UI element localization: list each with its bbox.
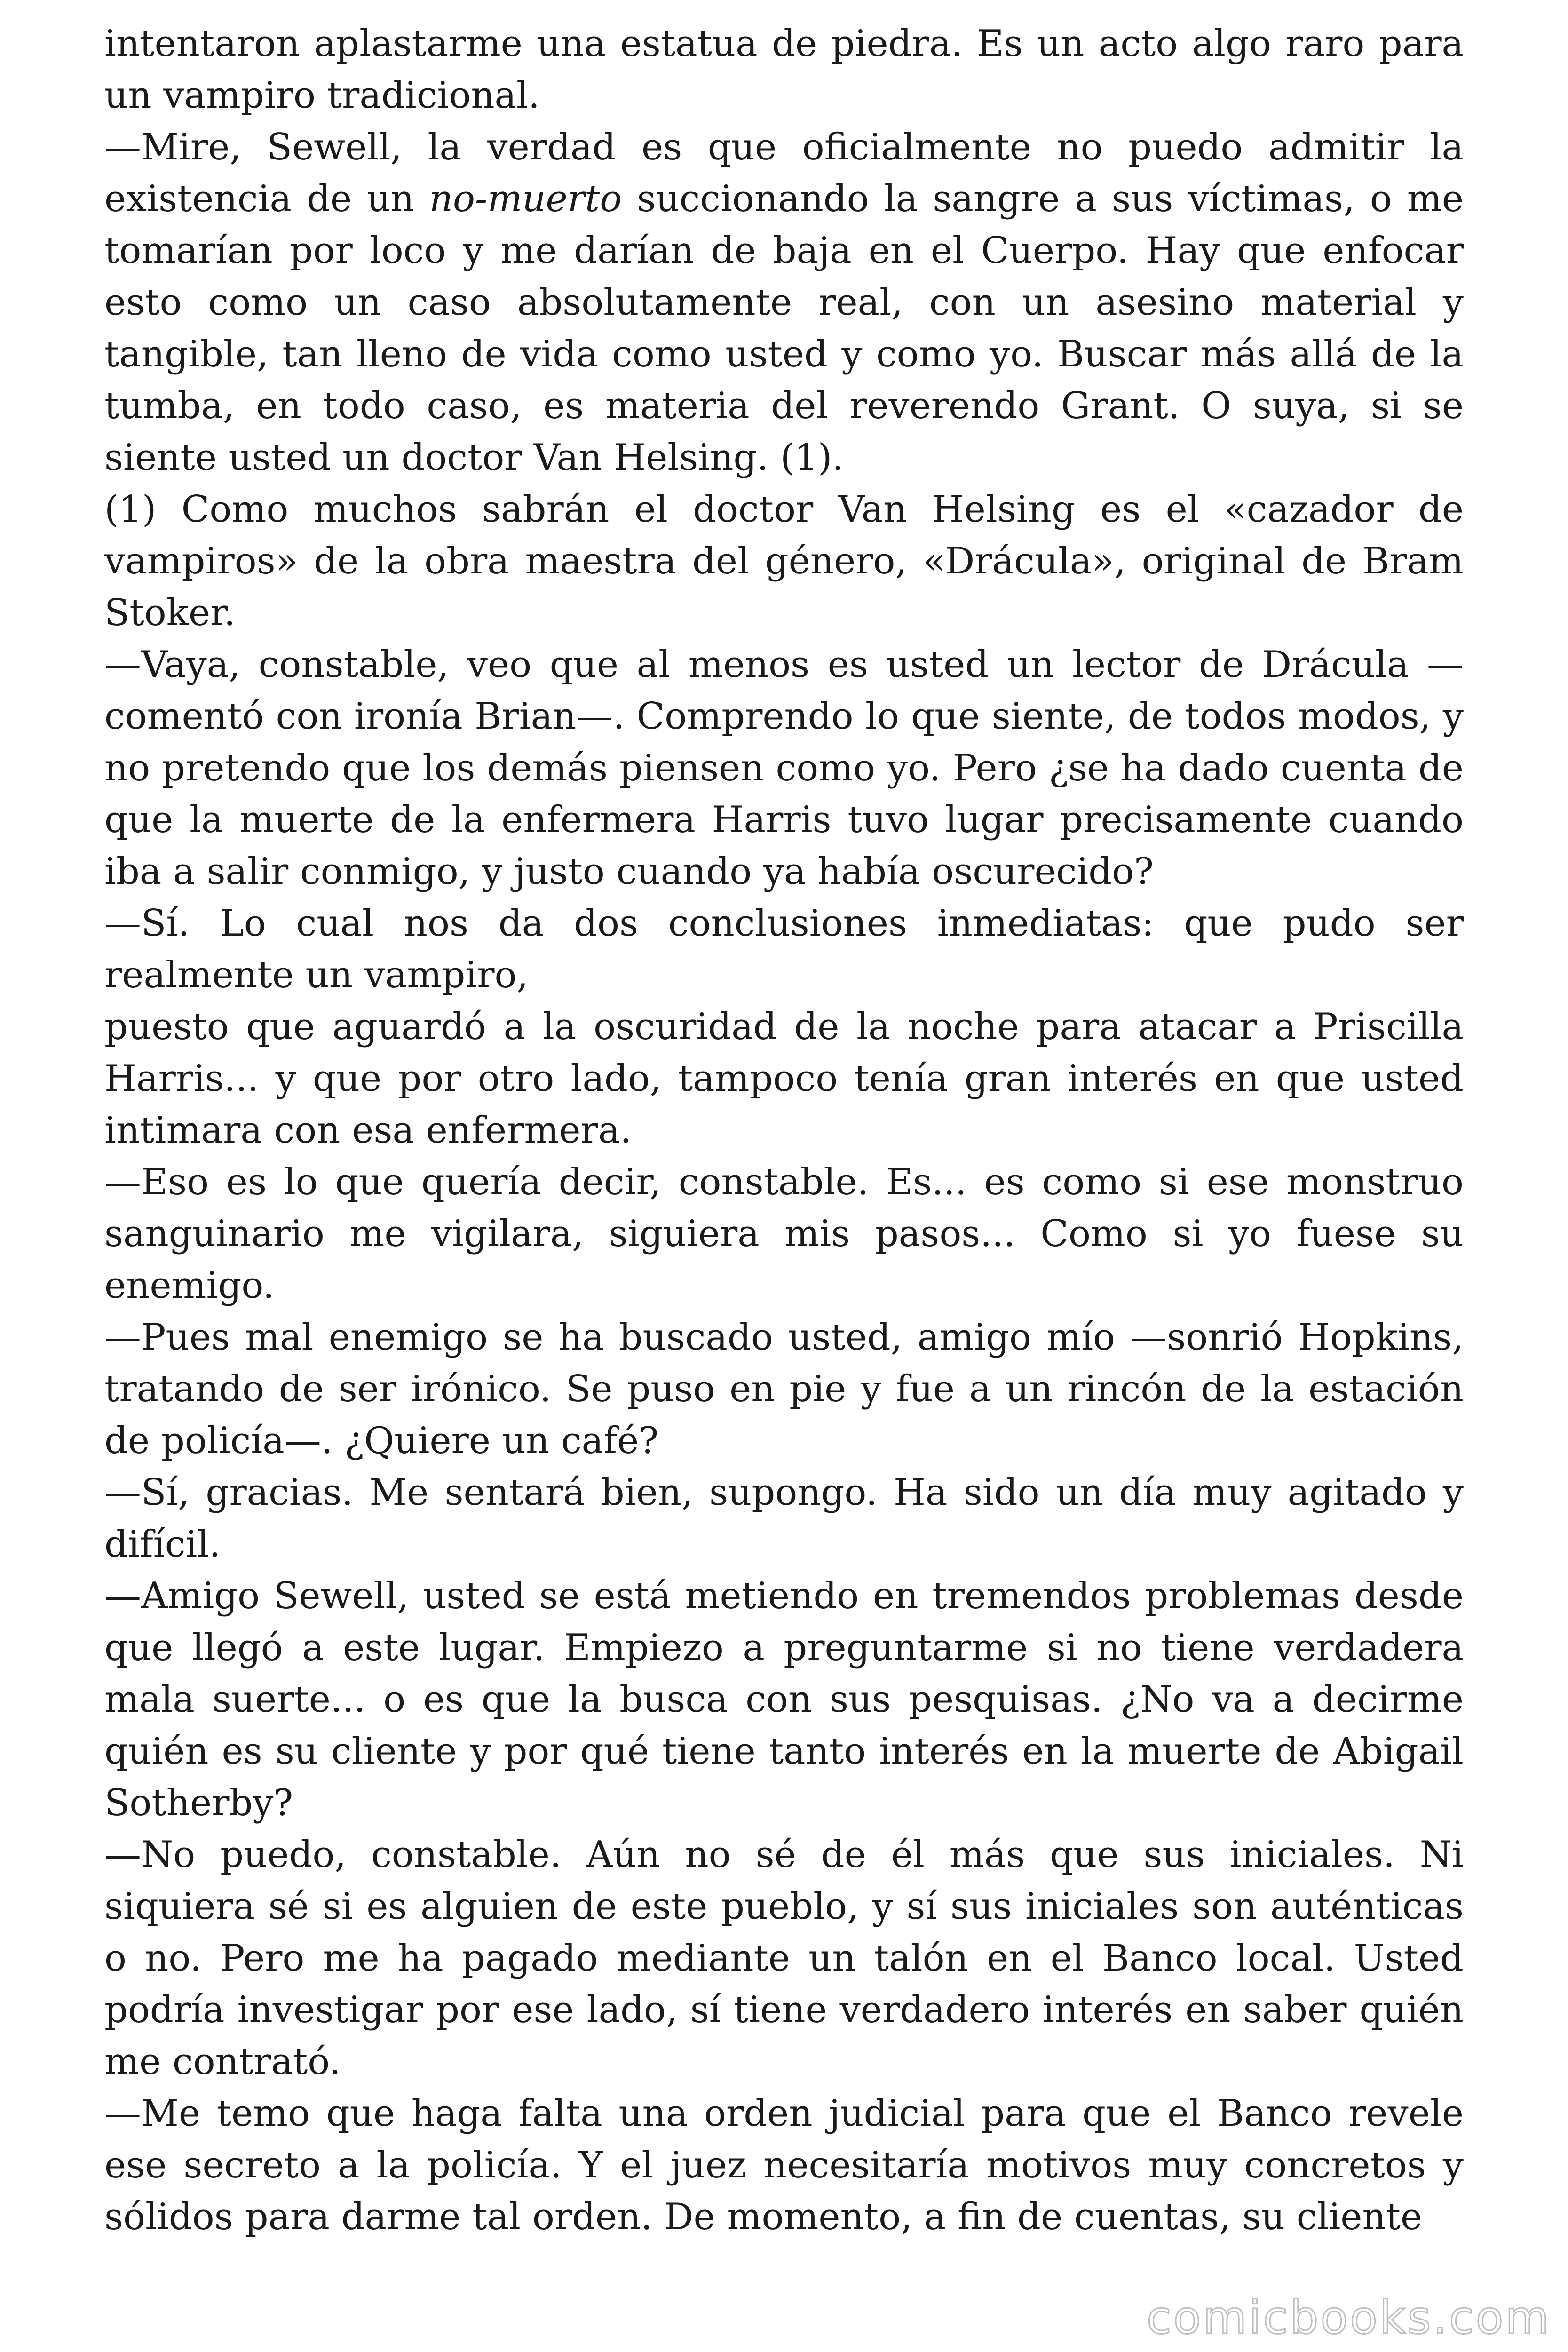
paragraph-text-start: —Mire, Sewell, la verdad es que oficialmente no puedo admitir la existencia de un (104, 126, 1464, 220)
paragraph: —Sí, gracias. Me sentará bien, supongo. Ha sido un día muy agitado y difícil. (104, 1471, 1464, 1565)
paragraph: —Pues mal enemigo se ha buscado usted, amigo mío —sonrió Hopkins, tratando de ser irónico. Se puso en pie y fue a un rincón de la estación de policía—. ¿Quiere un café? (104, 1316, 1464, 1462)
paragraph: —Amigo Sewell, usted se está metiendo en tremendos problemas desde que llegó a este lugar. Empiezo a preguntarme si no tiene verdadera mala suerte... o es que la busca con sus pesquisas. ¿No va a decirme quién es su cliente y por qué tiene tanto interés en la muerte de Abigail Sotherby? (104, 1575, 1464, 1824)
paragraph-text-end: succionando la sangre a sus víctimas, o me tomarían por loco y me darían de baja en el Cuerpo. Hay que enfocar esto como un caso absolutamente real, con un asesino material y tangible, tan lleno de vida como usted y como yo. Buscar más allá de la tumba, en todo caso, es materia del reverendo Grant. O suya, si se siente usted un doctor Van Helsing. (1). (104, 178, 1464, 479)
paragraph: puesto que aguardó a la oscuridad de la noche para atacar a Priscilla Harris... y que por otro lado, tampoco tenía gran interés en que usted intimara con esa enfermera. (104, 1006, 1464, 1152)
page-text (104, 18, 1464, 2243)
italic-term: no-muerto (429, 178, 622, 220)
paragraph (104, 121, 1464, 484)
watermark: comicbooks.com (1146, 2291, 1551, 2344)
footnote: (1) Como muchos sabrán el doctor Van Helsing es el «cazador de vampiros» de la obra maestra del género, «Drácula», original de Bram Stoker. (104, 488, 1464, 634)
paragraph: —Eso es lo que quería decir, constable. Es... es como si ese monstruo sanguinario me vigilara, siguiera mis pasos... Como si yo fuese su enemigo. (104, 1161, 1464, 1307)
paragraph: —Vaya, constable, veo que al menos es usted un lector de Drácula —comentó con ironía Brian—. Comprendo lo que siente, de todos modos, y no pretendo que los demás piensen como yo. Pero ¿se ha dado cuenta de que la muerte de la enfermera Harris tuvo lugar precisamente cuando iba a salir conmigo, y justo cuando ya había oscurecido? (104, 644, 1464, 893)
paragraph: —Sí. Lo cual nos da dos conclusiones inmediatas: que pudo ser realmente un vampiro, (104, 902, 1464, 996)
paragraph: —Me temo que haga falta una orden judicial para que el Banco revele ese secreto a la policía. Y el juez necesitaría motivos muy concretos y sólidos para darme tal orden. De momento, a fin de cuentas, su cliente (104, 2092, 1464, 2238)
paragraph: —No puedo, constable. Aún no sé de él más que sus iniciales. Ni siquiera sé si es alguien de este pueblo, y sí sus iniciales son auténticas o no. Pero me ha pagado mediante un talón en el Banco local. Usted podría investigar por ese lado, sí tiene verdadero interés en saber quién me contrató. (104, 1834, 1464, 2083)
paragraph: intentaron aplastarme una estatua de piedra. Es un acto algo raro para un vampiro tradicional. (104, 23, 1464, 117)
